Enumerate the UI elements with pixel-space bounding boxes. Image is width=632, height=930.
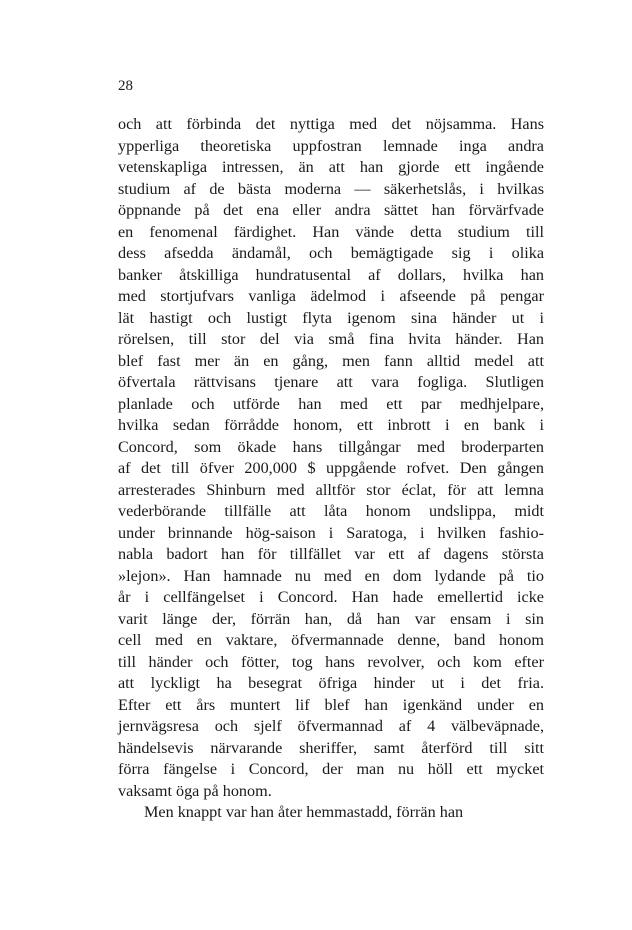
- text-line: till händer och fötter, tog hans revolver, och kom efter: [118, 652, 544, 671]
- text-line: en fenomenal färdighet. Han vände detta studium till: [118, 222, 544, 241]
- text-line: vederbörande tillfälle att låta honom undslippa, midt: [118, 502, 544, 520]
- text-line: nabla badort han för tillfället var ett af dagens största: [118, 545, 544, 563]
- text-line: »lejon». Han hamnade nu med en dom lydande på tio: [118, 566, 544, 585]
- text-line: af det till öfver 200,000 $ uppgående rofvet. Den gången: [118, 459, 544, 477]
- text-line: arresterades Shinburn med alltför stor éclat, för att lemna: [118, 480, 544, 499]
- text-line: Concord, som ökade hans tillgångar med broderparten: [118, 437, 544, 456]
- text-line: jernvägsresa och sjelf öfvermannad af 4 välbeväpnade,: [118, 717, 544, 735]
- text-line: lät hastigt och lustigt flyta igenom sina händer ut i: [118, 308, 544, 327]
- text-line: banker åtskilliga hundratusental af dollars, hvilka han: [118, 265, 544, 284]
- text-line: varit länge der, förrän han, då han var ensam i sin: [118, 609, 544, 628]
- text-line: vaksamt öga på honom.: [118, 781, 272, 800]
- body-text: [118, 114, 544, 824]
- page-number: 28: [118, 78, 133, 94]
- text-line: vetenskapliga intressen, än att han gjorde ett ingående: [118, 158, 544, 176]
- text-line: blef fast mer än en gång, men fann alltid medel att: [118, 351, 544, 370]
- text-line: händelsevis närvarande sheriffer, samt återförd till sitt: [118, 738, 544, 757]
- text-line: förra fängelse i Concord, der man nu höll ett mycket: [118, 760, 544, 778]
- text-line: med stortjufvars vanliga ädelmod i afseende på pengar: [118, 287, 544, 305]
- text-line: cell med en vaktare, öfvermannade denne, band honom: [118, 631, 544, 649]
- text-line: att lyckligt ha besegrat öfriga hinder ut i det fria.: [118, 674, 544, 692]
- text-line: öfvertala rättvisans tjenare att vara fogliga. Slutligen: [118, 373, 544, 391]
- text-line: Efter ett års muntert lif blef han igenkänd under en: [118, 695, 544, 714]
- text-line: dess afsedda ändamål, och bemägtigade sig i olika: [118, 244, 544, 262]
- text-line: hvilka sedan förrådde honom, ett inbrott i en bank i: [118, 416, 544, 434]
- text-line: öppnande på det ena eller andra sättet han förvärfvade: [118, 201, 544, 219]
- text-line: Men knappt var han åter hemmastadd, förrän han: [144, 803, 464, 821]
- text-line: rörelsen, till stor del via små fina hvita händer. Han: [118, 330, 544, 348]
- text-line: under brinnande hög-saison i Saratoga, i hvilken fashio-: [118, 523, 544, 542]
- text-line: och att förbinda det nyttiga med det nöjsamma. Hans: [118, 115, 544, 133]
- text-line: år i cellfängelset i Concord. Han hade emellertid icke: [118, 588, 544, 606]
- text-line: planlade och utförde han med ett par medhjelpare,: [118, 394, 544, 413]
- text-line: studium af de bästa moderna — säkerhetslås, i hvilkas: [118, 179, 544, 198]
- text-line: ypperliga theoretiska uppfostran lemnade inga andra: [118, 136, 544, 155]
